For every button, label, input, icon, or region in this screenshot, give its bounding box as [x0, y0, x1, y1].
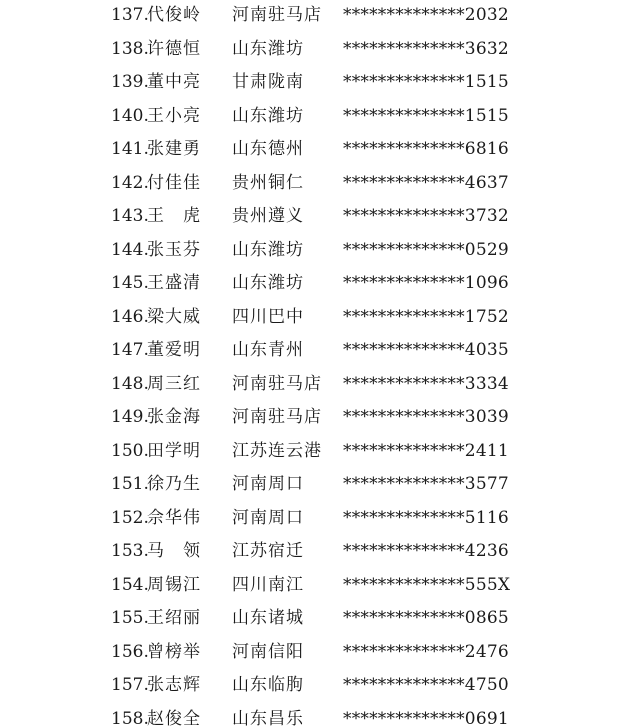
row-number: 155. — [111, 608, 149, 628]
list-item — [0, 639, 640, 665]
list-item — [0, 304, 640, 330]
list-item — [0, 672, 640, 698]
row-number: 141. — [111, 139, 149, 159]
masked-id-number: **************555X — [343, 574, 511, 595]
masked-id-number: **************3732 — [343, 206, 509, 226]
person-name: 马 领 — [147, 541, 201, 561]
masked-id-number: **************4750 — [343, 675, 509, 695]
row-number: 139. — [111, 72, 149, 92]
row-number: 149. — [111, 407, 149, 427]
row-number: 147. — [111, 340, 149, 360]
row-number: 143. — [111, 206, 149, 226]
place-of-origin: 山东临朐 — [232, 675, 304, 695]
row-number: 151. — [111, 474, 149, 494]
person-name: 张志辉 — [147, 675, 201, 695]
list-item — [0, 371, 640, 397]
masked-id-number: **************2411 — [343, 440, 509, 461]
masked-id-number: **************0865 — [343, 608, 509, 628]
person-name: 王盛清 — [147, 273, 201, 293]
masked-id-number: **************3632 — [343, 38, 509, 59]
masked-id-number: **************1515 — [343, 105, 509, 126]
list-item — [0, 136, 640, 162]
masked-id-number: **************4035 — [343, 340, 509, 360]
person-name: 佘华伟 — [147, 507, 201, 528]
person-name: 张玉芬 — [147, 239, 201, 260]
masked-id-number: **************1096 — [343, 273, 509, 293]
place-of-origin: 山东潍坊 — [232, 273, 304, 293]
person-name: 周三红 — [147, 373, 201, 394]
masked-id-number: **************1515 — [343, 72, 509, 92]
place-of-origin: 山东德州 — [232, 139, 304, 159]
masked-id-number: **************2032 — [343, 5, 509, 25]
row-number: 158. — [111, 708, 149, 728]
place-of-origin: 河南信阳 — [232, 641, 304, 662]
masked-id-number: **************0691 — [343, 708, 509, 728]
list-item — [0, 69, 640, 95]
place-of-origin: 贵州遵义 — [232, 206, 304, 226]
masked-id-number: **************6816 — [343, 139, 509, 159]
list-item — [0, 538, 640, 564]
row-number: 138. — [111, 38, 149, 59]
person-name: 徐乃生 — [147, 474, 201, 494]
row-number: 152. — [111, 507, 149, 528]
masked-id-number: **************4637 — [343, 172, 509, 193]
place-of-origin: 山东潍坊 — [232, 38, 304, 59]
row-number: 137. — [111, 5, 149, 25]
person-name: 梁大威 — [147, 306, 201, 327]
list-item — [0, 237, 640, 263]
place-of-origin: 山东潍坊 — [232, 105, 304, 126]
place-of-origin: 贵州铜仁 — [232, 172, 304, 193]
place-of-origin: 山东青州 — [232, 340, 304, 360]
person-name: 王小亮 — [147, 105, 201, 126]
row-number: 145. — [111, 273, 149, 293]
list-item — [0, 471, 640, 497]
place-of-origin: 河南驻马店 — [232, 5, 322, 25]
row-number: 150. — [111, 440, 149, 461]
row-number: 140. — [111, 105, 149, 126]
row-number: 156. — [111, 641, 149, 662]
list-item — [0, 170, 640, 196]
list-item — [0, 605, 640, 631]
row-number: 157. — [111, 675, 149, 695]
person-name: 张建勇 — [147, 139, 201, 159]
list-item — [0, 337, 640, 363]
person-name: 田学明 — [147, 440, 201, 461]
masked-id-number: **************4236 — [343, 541, 509, 561]
masked-id-number: **************3577 — [343, 474, 509, 494]
list-item — [0, 505, 640, 531]
row-number: 153. — [111, 541, 149, 561]
list-item — [0, 2, 640, 28]
row-number: 142. — [111, 172, 149, 193]
masked-id-number: **************2476 — [343, 641, 509, 662]
person-name: 董爱明 — [147, 340, 201, 360]
place-of-origin: 山东诸城 — [232, 608, 304, 628]
list-item — [0, 203, 640, 229]
list-item — [0, 572, 640, 598]
place-of-origin: 山东昌乐 — [232, 708, 304, 728]
place-of-origin: 河南周口 — [232, 474, 304, 494]
list-item — [0, 270, 640, 296]
place-of-origin: 河南驻马店 — [232, 407, 322, 427]
list-item — [0, 103, 640, 129]
person-name: 王 虎 — [147, 206, 201, 226]
row-number: 144. — [111, 239, 149, 260]
person-name: 周锡江 — [147, 574, 201, 595]
place-of-origin: 四川巴中 — [232, 306, 304, 327]
place-of-origin: 甘肃陇南 — [232, 72, 304, 92]
masked-id-number: **************5116 — [343, 507, 509, 528]
person-name: 曾榜举 — [147, 641, 201, 662]
person-name: 王绍丽 — [147, 608, 201, 628]
place-of-origin: 四川南江 — [232, 574, 304, 595]
list-item — [0, 438, 640, 464]
masked-id-number: **************1752 — [343, 306, 509, 327]
place-of-origin: 河南周口 — [232, 507, 304, 528]
place-of-origin: 山东潍坊 — [232, 239, 304, 260]
list-item — [0, 404, 640, 430]
person-name: 代俊岭 — [147, 5, 201, 25]
list-item — [0, 706, 640, 728]
person-name: 付佳佳 — [147, 172, 201, 193]
masked-id-number: **************0529 — [343, 239, 509, 260]
row-number: 154. — [111, 574, 149, 595]
place-of-origin: 江苏连云港 — [232, 440, 322, 461]
person-name: 赵俊全 — [147, 708, 201, 728]
row-number: 146. — [111, 306, 149, 327]
person-name: 董中亮 — [147, 72, 201, 92]
masked-id-number: **************3334 — [343, 373, 509, 394]
masked-id-number: **************3039 — [343, 407, 509, 427]
place-of-origin: 河南驻马店 — [232, 373, 322, 394]
person-name: 许德恒 — [147, 38, 201, 59]
person-name: 张金海 — [147, 407, 201, 427]
list-item — [0, 36, 640, 62]
row-number: 148. — [111, 373, 149, 394]
place-of-origin: 江苏宿迁 — [232, 541, 304, 561]
